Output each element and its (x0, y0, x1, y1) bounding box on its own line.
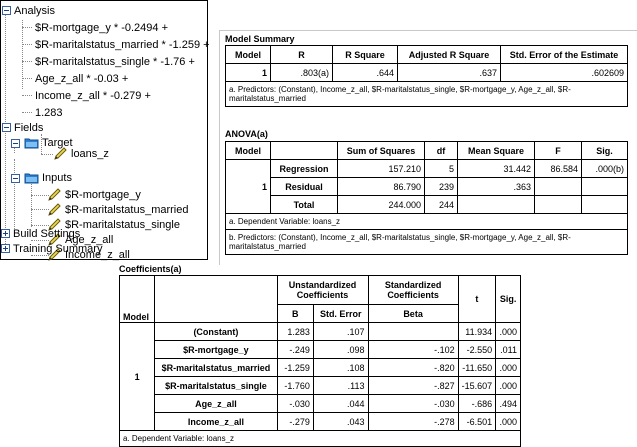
row-label: (Constant) (155, 323, 277, 341)
row-label: Age_z_all (155, 395, 277, 413)
anova-footnote-b: b. Predictors: (Constant), Income_z_all, $R-maritalstatus_single, $R-mortgage_y, Age_z_all, $R-maritalstatus_married (226, 230, 628, 255)
header-sig: Sig. (582, 142, 628, 160)
model-tree-panel (0, 0, 208, 260)
cell-b: -.030 (277, 395, 313, 413)
cell-beta: -.102 (368, 341, 458, 359)
model-summary-footnote: a. Predictors: (Constant), Income_z_all, $R-maritalstatus_single, $R-mortgage_y, Age_z_all, $R-maritalstatus_married (226, 82, 628, 107)
model-summary-title: Model Summary (225, 34, 295, 44)
cell-sig (582, 196, 628, 214)
cell-ms: 31.442 (458, 160, 535, 178)
cell-f: 86.584 (535, 160, 582, 178)
row-label: $R-mortgage_y (155, 341, 277, 359)
cell-f (535, 178, 582, 196)
anova-title: ANOVA(a) (225, 129, 268, 139)
analysis-term: Income_z_all * -0.279 + (35, 90, 151, 102)
header-model: Model (226, 46, 271, 64)
cell-df: 244 (425, 196, 458, 214)
row-label: Income_z_all (155, 413, 277, 431)
header-df: df (425, 142, 458, 160)
cell-beta: -.827 (368, 377, 458, 395)
header-std-error: Std. Error (313, 305, 368, 323)
header-f: F (535, 142, 582, 160)
analysis-term: $R-maritalstatus_married * -1.259 + (35, 39, 210, 51)
cell-std-error: .043 (313, 413, 368, 431)
header-beta: Beta (368, 305, 458, 323)
header-mean-square: Mean Square (458, 142, 535, 160)
cell-sig (582, 178, 628, 196)
value-r-square: .644 (333, 64, 398, 82)
cell-t: -15.607 (458, 377, 496, 395)
header-model: Model (120, 276, 155, 323)
collapse-analysis-toggle[interactable] (2, 6, 11, 15)
input-field-mortgage-y[interactable]: $R-mortgage_y (65, 189, 141, 201)
cell-b: -1.760 (277, 377, 313, 395)
header-sum-of-squares: Sum of Squares (338, 142, 425, 160)
coefficients-table (119, 275, 521, 447)
value-std-error-estimate: .602609 (501, 64, 628, 82)
anova-table (225, 141, 628, 255)
folder-icon (24, 172, 39, 184)
row-label: $R-maritalstatus_married (155, 359, 277, 377)
cell-b: -.279 (277, 413, 313, 431)
cell-sig: .000 (496, 323, 521, 341)
header-standardized: Standardized Coefficients (368, 276, 458, 305)
tree-node-inputs[interactable]: Inputs (42, 172, 72, 184)
expand-build-settings-toggle[interactable] (1, 229, 10, 238)
expand-training-summary-toggle[interactable] (1, 244, 10, 253)
header-unstandardized: Unstandardized Coefficients (277, 276, 368, 305)
input-field-income-z-all[interactable]: Income_z_all (65, 249, 130, 261)
model-number: 1 (226, 64, 271, 82)
input-field-maritalstatus-single[interactable]: $R-maritalstatus_single (65, 219, 180, 231)
cell-sig: .000 (496, 359, 521, 377)
collapse-inputs-toggle[interactable] (11, 174, 20, 183)
row-label: Total (271, 196, 338, 214)
model-number: 1 (120, 323, 155, 431)
cell-df: 239 (425, 178, 458, 196)
cell-t: -2.550 (458, 341, 496, 359)
cell-b: -.249 (277, 341, 313, 359)
cell-ss: 86.790 (338, 178, 425, 196)
cell-t: -6.501 (458, 413, 496, 431)
cell-sig: .000(b) (582, 160, 628, 178)
target-field-loans-z[interactable]: loans_z (71, 148, 109, 160)
cell-std-error: .108 (313, 359, 368, 377)
cell-ss: 157.210 (338, 160, 425, 178)
model-number: 1 (226, 160, 271, 214)
coefficients-footnote: a. Dependent Variable: loans_z (120, 431, 521, 447)
field-pencil-icon (47, 202, 62, 217)
output-panel (219, 30, 637, 265)
cell-sig: .494 (496, 395, 521, 413)
cell-beta: -.820 (368, 359, 458, 377)
analysis-term: $R-maritalstatus_single * -1.76 + (35, 56, 195, 68)
header-model: Model (226, 142, 271, 160)
collapse-target-toggle[interactable] (11, 139, 20, 148)
model-summary-table (225, 45, 628, 107)
header-r-square: R Square (333, 46, 398, 64)
cell-std-error: .098 (313, 341, 368, 359)
cell-std-error: .113 (313, 377, 368, 395)
cell-sig: .000 (496, 413, 521, 431)
cell-ms: .363 (458, 178, 535, 196)
cell-t: -.686 (458, 395, 496, 413)
cell-sig: .011 (496, 341, 521, 359)
cell-t: -11.650 (458, 359, 496, 377)
cell-f (535, 196, 582, 214)
cell-sig: .000 (496, 377, 521, 395)
analysis-term: $R-mortgage_y * -0.2494 + (35, 22, 168, 34)
cell-b: -1.259 (277, 359, 313, 377)
header-t: t (458, 276, 496, 323)
header-sig: Sig. (496, 276, 521, 323)
input-field-age-z-all[interactable]: Age_z_all (65, 234, 114, 246)
cell-beta (368, 323, 458, 341)
field-pencil-icon (47, 187, 62, 202)
row-label: Regression (271, 160, 338, 178)
tree-node-target[interactable]: Target (42, 137, 73, 149)
cell-ss: 244.000 (338, 196, 425, 214)
row-label: Residual (271, 178, 338, 196)
row-label: $R-maritalstatus_single (155, 377, 277, 395)
header-b: B (277, 305, 313, 323)
header-adjusted-r-square: Adjusted R Square (398, 46, 501, 64)
coefficients-title: Coefficients(a) (119, 264, 182, 274)
analysis-term: Age_z_all * -0.03 + (35, 73, 129, 85)
tree-node-analysis[interactable]: Analysis (14, 5, 55, 17)
cell-std-error: .044 (313, 395, 368, 413)
field-pencil-icon (53, 146, 68, 161)
cell-t: 11.934 (458, 323, 496, 341)
header-r: R (271, 46, 333, 64)
anova-footnote-a: a. Dependent Variable: loans_z (226, 214, 628, 230)
input-field-maritalstatus-married[interactable]: $R-maritalstatus_married (65, 204, 189, 216)
tree-node-build-settings[interactable]: Build Settings (13, 228, 81, 240)
value-adjusted-r-square: .637 (398, 64, 501, 82)
tree-node-fields[interactable]: Fields (14, 122, 44, 134)
cell-beta: -.030 (368, 395, 458, 413)
tree-node-training-summary[interactable]: Training Summary (13, 243, 103, 255)
header-variable (155, 276, 277, 323)
collapse-fields-toggle[interactable] (2, 123, 11, 132)
value-r: .803(a) (271, 64, 333, 82)
cell-df: 5 (425, 160, 458, 178)
cell-ms (458, 196, 535, 214)
analysis-term: 1.283 (35, 107, 63, 119)
cell-beta: -.278 (368, 413, 458, 431)
cell-b: 1.283 (277, 323, 313, 341)
header-blank (271, 142, 338, 160)
folder-icon (24, 137, 39, 149)
cell-std-error: .107 (313, 323, 368, 341)
header-std-error-estimate: Std. Error of the Estimate (501, 46, 628, 64)
